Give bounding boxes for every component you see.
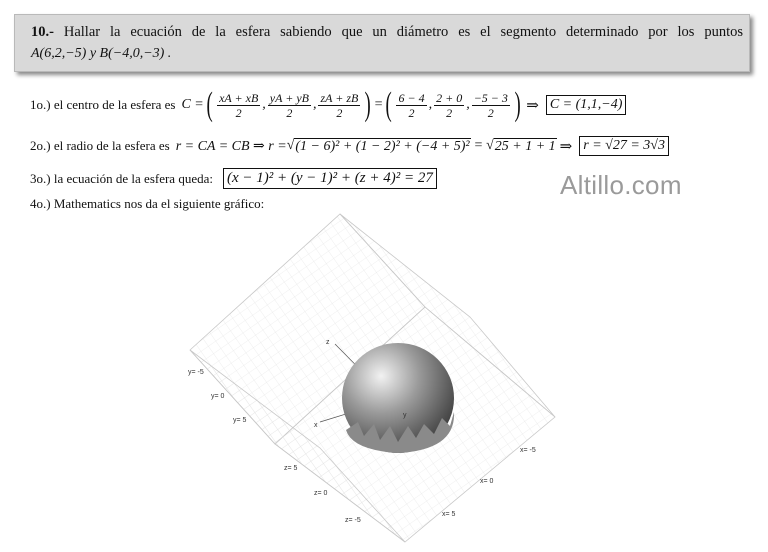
left-paren: ( — [206, 86, 213, 123]
step-3 — [30, 168, 437, 189]
x-tick-label: x= -5 — [520, 447, 536, 454]
x-tick-label: x= 5 — [442, 511, 456, 518]
fraction: $\frac{-5 - 3}{2}$ — [473, 90, 508, 120]
fraction: $\frac{6 - 4}{2}$ — [398, 90, 425, 120]
implies-arrow: ⇒ — [526, 97, 539, 114]
sphere-equation-box: (x − 1)² + (y − 1)² + (z + 4)² = 27 — [223, 168, 437, 189]
step-1 — [30, 86, 626, 123]
right-paren: ) — [514, 86, 521, 123]
sqrt: √ 25 + 1 + 1 — [486, 137, 556, 154]
fraction: $\frac{zA + zB}{2}$ — [320, 90, 359, 120]
z-tick-label: z= -5 — [345, 517, 361, 524]
step-2-label: 2o.) el radio de la esfera es — [30, 138, 170, 153]
problem-statement — [31, 24, 743, 41]
step-4-label: 4o.) Mathematics nos da el siguiente gráfico: — [30, 196, 265, 211]
left-paren: ( — [385, 86, 392, 123]
axis-name-z: z — [326, 339, 330, 346]
right-paren: ) — [364, 86, 372, 123]
fraction: $\frac{xA + xB}{2}$ — [219, 90, 259, 120]
equals-sign: = — [373, 97, 384, 112]
problem-header — [14, 14, 750, 72]
sphere-3d-plot — [180, 212, 560, 548]
center-lhs: C = — [181, 97, 204, 112]
y-tick-label: y= 5 — [233, 417, 247, 424]
step-2 — [30, 136, 669, 156]
problem-points — [31, 45, 171, 62]
step-1-label: 1o.) el centro de la esfera es — [30, 97, 176, 112]
problem-number: 10.- — [31, 24, 54, 40]
axis-name-x: x — [314, 422, 318, 429]
z-tick-label: z= 0 — [314, 490, 328, 497]
fraction: $\frac{yA + yB}{2}$ — [269, 90, 309, 120]
fraction: $\frac{2 + 0}{2}$ — [436, 90, 463, 120]
axis-name-y: y — [403, 412, 407, 419]
step-2-formula — [176, 136, 669, 156]
x-tick-label: x= 0 — [480, 478, 494, 485]
z-tick-label: z= 5 — [284, 465, 298, 472]
y-tick-label: y= -5 — [188, 369, 204, 376]
step-1-formula: C = ( $\frac{xA + xB}{2}$ , $\frac{yA + yB}{2}$ , $\frac{zA + zB}{2}$ ) = ( $\frac{6 - 4}{2}$ , $\frac{2 + 0}{2}$ , $\frac{-5 - 3}{2}$ ) ⇒ C = (1,1,−4) — [181, 90, 626, 120]
step-4 — [30, 196, 270, 212]
sqrt: √ (1 − 6)² + (1 − 2)² + (−4 + 5)² — [286, 137, 470, 154]
step-3-label: 3o.) la ecuación de la esfera queda: — [30, 170, 213, 186]
radius-expression: r = CA = CB ⇒ r = — [175, 138, 287, 154]
problem-text: Hallar la ecuación de la esfera sabiendo que un diámetro es el segmento determinado por los puntos — [63, 24, 744, 40]
watermark: Altillo.com — [560, 170, 682, 200]
implies-arrow: ⇒ — [559, 138, 573, 155]
y-tick-label: y= 0 — [211, 393, 225, 400]
radius-result-box: r = √27 = 3√3 — [579, 136, 669, 156]
points-expression: A(6,2,−5) y B(−4,0,−3) . — [31, 46, 172, 61]
equals-sign: = — [473, 138, 484, 153]
center-result-box: C = (1,1,−4) — [546, 95, 627, 115]
